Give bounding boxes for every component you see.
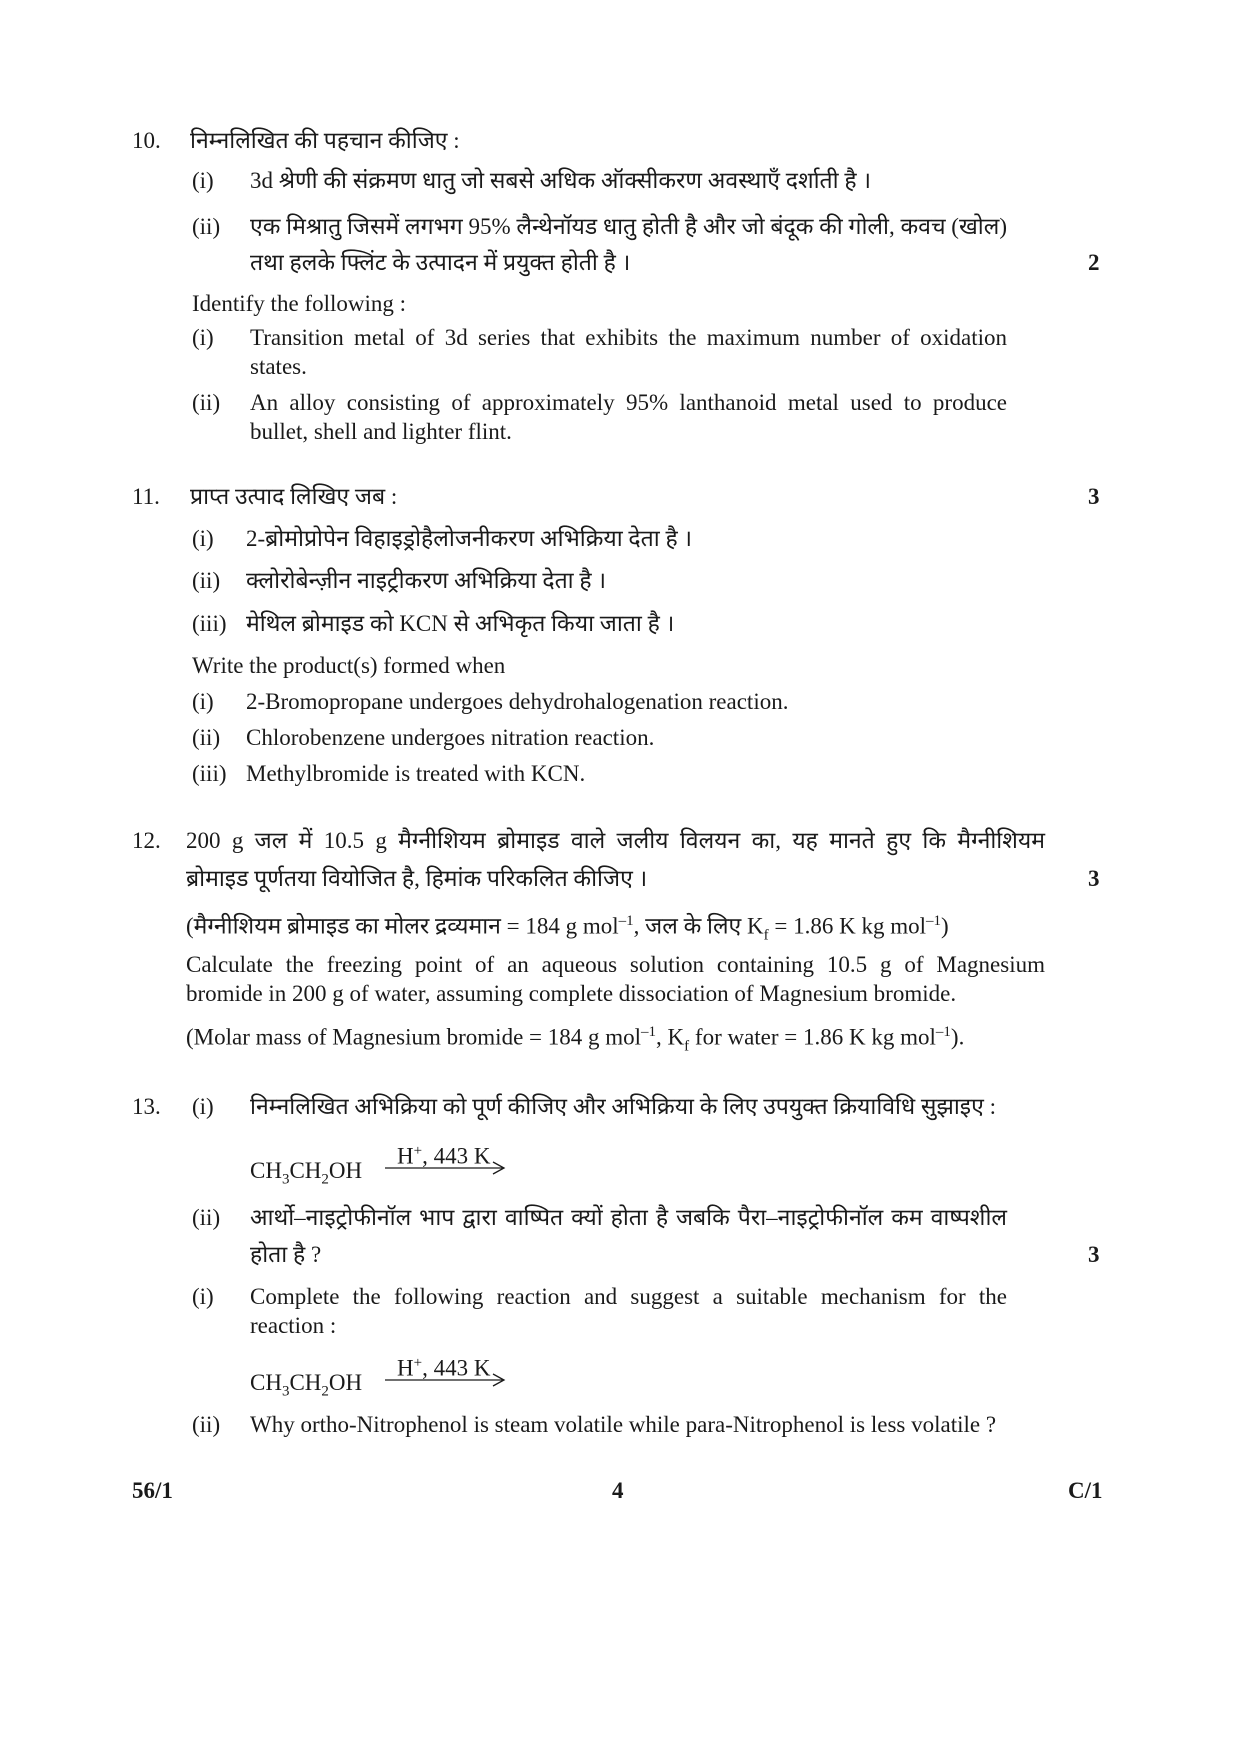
q12-number: 12. [132, 828, 161, 853]
q10-english-ii-line2: bullet, shell and lighter flint. [250, 419, 512, 444]
q11-hindi-i-text: 2-ब्रोमोप्रोपेन विहाइड्रोहैलोजनीकरण अभिक्रिया देता है । [246, 526, 693, 551]
q10-english-intro: Identify the following : [192, 291, 406, 316]
q11-hindi-ii-label: (ii) [192, 568, 221, 593]
q12-english-line1: Calculate the freezing point of an aqueous solution containing 10.5 g of Magnesium [186, 952, 1045, 977]
q11-english-intro: Write the product(s) formed when [192, 653, 506, 678]
q12-english-line2: bromide in 200 g of water, assuming complete dissociation of Magnesium bromide. [186, 981, 957, 1006]
q10-english-i-line1: Transition metal of 3d series that exhibits the maximum number of oxidation [250, 325, 1007, 350]
q12-hindi-line2: ब्रोमाइड पूर्णतया वियोजित है, हिमांक परिकलित कीजिए । [186, 866, 648, 891]
q12-marks: 3 [1088, 866, 1100, 891]
reaction-1-arrow [383, 1158, 513, 1178]
reaction-2-reactant: $CH_3CH_2OH$ [250, 1370, 363, 1400]
q10-english-i-line2: states. [250, 354, 307, 379]
reaction-1-condition: H+, 443 K [397, 1143, 491, 1169]
q11-english-i-text: 2-Bromopropane undergoes dehydrohalogenation reaction. [246, 689, 789, 714]
q12-english-data: (Molar mass of Magnesium bromide = 184 g mol$^{-1}$, $K_f$ for water = 1.86 K kg mol$^{-1}$). [186, 1024, 965, 1055]
q11-english-iii-text: Methylbromide is treated with KCN. [246, 761, 586, 786]
q13-english-ii-label: (ii) [192, 1412, 221, 1437]
q11-hindi-i-label: (i) [192, 526, 214, 551]
q13-marks: 3 [1088, 1242, 1100, 1267]
q11-number: 11. [132, 484, 160, 509]
q10-marks: 2 [1088, 250, 1100, 275]
q11-hindi-iii-text: मेथिल ब्रोमाइड को KCN से अभिकृत किया जाता है । [246, 611, 675, 636]
q10-number: 10. [132, 128, 161, 153]
q12-hindi-data: (मैग्नीशियम ब्रोमाइड का मोलर द्रव्यमान = 184 g mol$^{-1}$, जल के लिए $K_f = 1.86$ K kg mol$^{-1}$) [186, 913, 949, 944]
reaction-2-condition: H+, 443 K [397, 1355, 491, 1381]
q12-hindi-line1: 200 g जल में 10.5 g मैग्नीशियम ब्रोमाइड वाले जलीय विलयन का, यह मानते हुए कि मैग्नीशियम [186, 828, 1045, 853]
q10-hindi-ii-line2: तथा हलके फ्लिंट के उत्पादन में प्रयुक्त होती है । [250, 250, 631, 275]
q13-hindi-ii-label: (ii) [192, 1205, 221, 1230]
q10-english-ii-line1: An alloy consisting of approximately 95% lanthanoid metal used to produce [250, 390, 1007, 415]
q11-english-i-label: (i) [192, 689, 214, 714]
q13-hindi-i-label: (i) [192, 1094, 214, 1119]
q13-english-i-line2: reaction : [250, 1313, 337, 1338]
q13-number: 13. [132, 1094, 161, 1119]
q13-hindi-i-text: निम्नलिखित अभिक्रिया को पूर्ण कीजिए और अभिक्रिया के लिए उपयुक्त क्रियाविधि सुझाइए : [250, 1094, 996, 1119]
q10-hindi-i-label: (i) [192, 168, 214, 193]
footer-set-code: C/1 [1068, 1478, 1103, 1503]
q11-english-ii-text: Chlorobenzene undergoes nitration reaction. [246, 725, 655, 750]
q13-english-i-line1: Complete the following reaction and suggest a suitable mechanism for the [250, 1284, 1007, 1309]
q10-english-ii-label: (ii) [192, 390, 221, 415]
q11-hindi-iii-label: (iii) [192, 611, 227, 636]
q11-marks: 3 [1088, 484, 1100, 509]
q10-hindi-ii-label: (ii) [192, 214, 221, 239]
q10-english-i-label: (i) [192, 325, 214, 350]
q11-english-iii-label: (iii) [192, 761, 227, 786]
q10-hindi-ii-line1: एक मिश्रातु जिसमें लगभग 95% लैन्थेनॉयड धातु होती है और जो बंदूक की गोली, कवच (खोल) [250, 214, 1007, 239]
footer-paper-code: 56/1 [132, 1478, 173, 1503]
q11-hindi-intro: प्राप्त उत्पाद लिखिए जब : [190, 484, 398, 509]
q13-hindi-ii-line1: आर्थो–नाइट्रोफीनॉल भाप द्वारा वाष्पित क्यों होता है जबकि पैरा–नाइट्रोफीनॉल कम वाष्पशील [250, 1205, 1007, 1230]
q13-hindi-ii-line2: होता है ? [250, 1242, 322, 1267]
q13-english-ii-text: Why ortho-Nitrophenol is steam volatile while para-Nitrophenol is less volatile ? [250, 1412, 997, 1437]
footer-page-number: 4 [612, 1478, 624, 1503]
q10-hindi-intro: निम्नलिखित की पहचान कीजिए : [190, 128, 460, 153]
q10-hindi-i-text: 3d श्रेणी की संक्रमण धातु जो सबसे अधिक ऑक्सीकरण अवस्थाएँ दर्शाती है । [250, 168, 872, 193]
reaction-1-reactant: $CH_3CH_2OH$ [250, 1158, 363, 1188]
q11-hindi-ii-text: क्लोरोबेन्ज़ीन नाइट्रीकरण अभिक्रिया देता है । [246, 568, 607, 593]
q13-english-i-label: (i) [192, 1284, 214, 1309]
q11-english-ii-label: (ii) [192, 725, 221, 750]
reaction-2-arrow [383, 1370, 513, 1390]
